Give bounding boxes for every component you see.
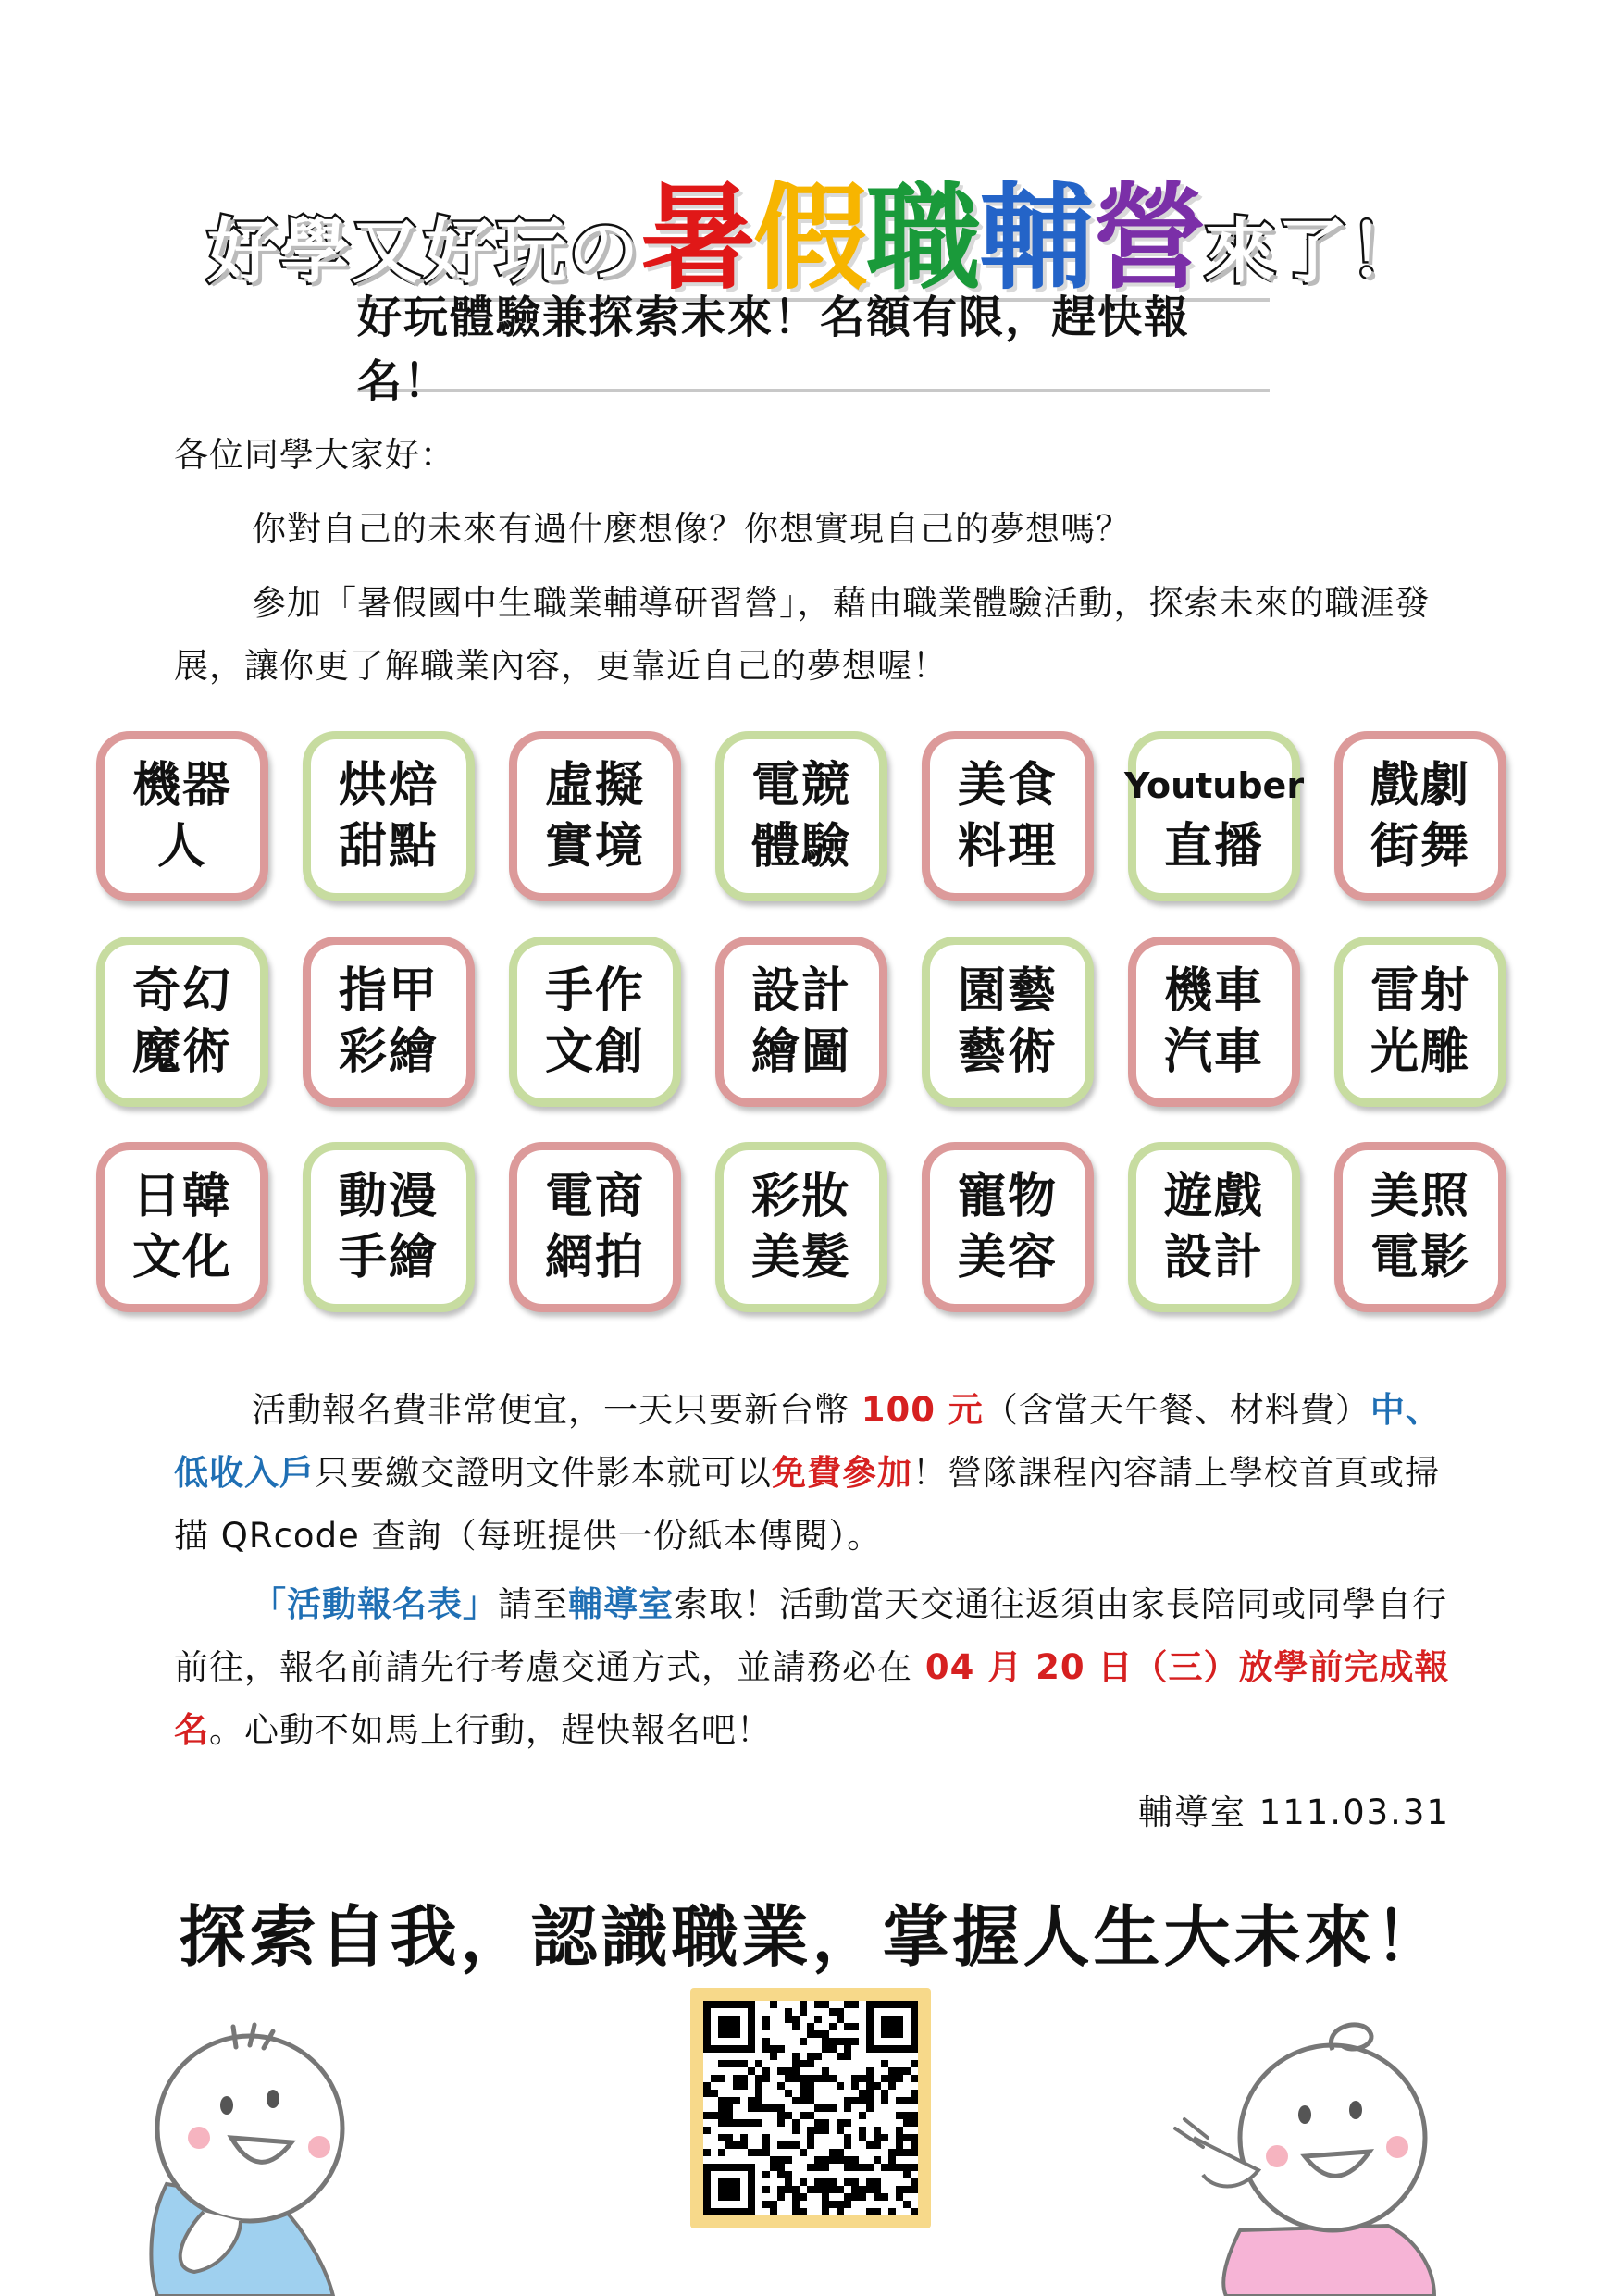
qr-code-frame (690, 1988, 931, 2228)
activity-line1: 寵物 (957, 1169, 1058, 1224)
title-char-3: 職 (865, 172, 979, 305)
activity-line1: 電商 (544, 1169, 645, 1224)
activity-line2: 繪圖 (750, 1024, 851, 1080)
activity-tile (509, 731, 681, 901)
activity-line2: 美容 (957, 1230, 1058, 1285)
subtitle-banner (357, 292, 1270, 407)
intro-paragraph-1: 你對自己的未來有過什麼想像？你想實現自己的夢想嗎？ (252, 509, 1131, 549)
activity-line1: 設計 (750, 963, 851, 1019)
deadline-label: 04 月 20 日（三）放學前完成報名 (174, 1647, 1450, 1750)
fee-text-4: ！營隊課程內容請上學校首頁或掃描 QRcode 查詢（每班提供一份紙本傳閱）。 (174, 1453, 1440, 1556)
activity-tile (509, 937, 681, 1107)
activity-line1: 園藝 (957, 963, 1058, 1019)
office-label: 輔導室 (568, 1584, 674, 1624)
activity-line2: 直播 (1163, 819, 1264, 875)
activity-tile (1123, 731, 1305, 901)
title-char-2: 假 (752, 172, 866, 305)
activity-line2: 魔術 (131, 1024, 232, 1080)
fee-text-1: 活動報名費非常便宜，一天只要新台幣 (252, 1390, 862, 1430)
activity-line2: 文化 (131, 1230, 232, 1285)
activity-line2: 實境 (544, 819, 645, 875)
activity-line1: 美照 (1370, 1169, 1470, 1224)
register-text-1: 請至 (498, 1584, 568, 1624)
title-char-5: 營 (1092, 172, 1206, 305)
activity-tile (715, 1142, 887, 1312)
activity-tile (96, 937, 268, 1107)
activity-line1: 手作 (544, 963, 645, 1019)
activity-line2: 手繪 (338, 1230, 439, 1285)
free-label: 免費參加 (772, 1453, 912, 1493)
activity-tile (96, 731, 268, 901)
activity-line2: 人 (156, 819, 207, 875)
activity-line2: 設計 (1163, 1230, 1264, 1285)
activity-line2: 彩繪 (338, 1024, 439, 1080)
fee-text-2: （含當天午餐、材料費） (983, 1390, 1370, 1430)
cartoon-boy-illustration (130, 1990, 407, 2296)
activity-line2: 文創 (544, 1024, 645, 1080)
low-income-label: 中、低收入戶 (174, 1390, 1441, 1493)
fee-text-3: 只要繳交證明文件影本就可以 (315, 1453, 772, 1493)
title-prefix: 好學又好玩の (206, 210, 640, 292)
activity-tile (715, 937, 887, 1107)
activity-line2: 網拍 (544, 1230, 645, 1285)
activity-tile (1334, 731, 1506, 901)
activity-line1: Youtuber (1123, 765, 1305, 806)
form-label: 「活動報名表」 (252, 1584, 498, 1624)
activity-tile (922, 937, 1094, 1107)
activity-tile (509, 1142, 681, 1312)
activity-line2: 料理 (957, 819, 1058, 875)
greeting: 各位同學大家好： (174, 435, 455, 475)
register-text-3: 。心動不如馬上行動，趕快報名吧！ (209, 1710, 772, 1750)
intro-paragraph-2: 參加「暑假國中生職業輔導研習營」，藉由職業體驗活動，探索未來的職涯發展，讓你更了解職業內容，更靠近自己的夢想喔！ (174, 583, 1431, 686)
slogan: 探索自我，認識職業，掌握人生大未來！ (179, 1898, 1445, 1976)
activity-line1: 電競 (750, 758, 851, 813)
activity-line1: 雷射 (1370, 963, 1470, 1019)
signature-date: 輔導室 111.03.31 (1137, 1793, 1450, 1832)
activity-tile (922, 731, 1094, 901)
activity-tile (1128, 937, 1300, 1107)
activity-line1: 戲劇 (1370, 758, 1470, 813)
register-text-2: 索取！活動當天交通往返須由家長陪同或同學自行前往，報名前請先行考慮交通方式，並請務必在 (174, 1584, 1447, 1687)
activity-line1: 日韓 (131, 1169, 232, 1224)
activity-line2: 體驗 (750, 819, 851, 875)
fee-paragraph (174, 1379, 1451, 1568)
activity-line2: 街舞 (1370, 819, 1470, 875)
poster-title (204, 157, 1425, 305)
title-suffix: 來了！ (1205, 210, 1422, 292)
activity-line1: 指甲 (338, 963, 439, 1019)
activity-line2: 藝術 (957, 1024, 1058, 1080)
activity-tile (303, 731, 475, 901)
activity-grid (96, 731, 1531, 1323)
activity-tile (96, 1142, 268, 1312)
activity-tile (1334, 937, 1506, 1107)
activity-line1: 遊戲 (1163, 1169, 1264, 1224)
activity-line1: 彩妝 (750, 1169, 851, 1224)
activity-tile (922, 1142, 1094, 1312)
activity-tile (1334, 1142, 1506, 1312)
activity-tile (715, 731, 887, 901)
activity-line1: 奇幻 (131, 963, 232, 1019)
activity-line1: 烘焙 (338, 758, 439, 813)
qr-code[interactable] (703, 2001, 918, 2215)
activity-line2: 光雕 (1370, 1024, 1470, 1080)
activity-line2: 汽車 (1163, 1024, 1264, 1080)
title-char-4: 輔 (979, 172, 1093, 305)
fee-amount: 100 元 (861, 1390, 984, 1430)
activity-tile (303, 937, 475, 1107)
activity-line1: 虛擬 (544, 758, 645, 813)
activity-line2: 甜點 (338, 819, 439, 875)
activity-line1: 美食 (957, 758, 1058, 813)
activity-line1: 機車 (1163, 963, 1264, 1019)
cartoon-girl-illustration (1157, 2008, 1462, 2296)
activity-line1: 動漫 (338, 1169, 439, 1224)
activity-tile (303, 1142, 475, 1312)
activity-line2: 美髮 (750, 1230, 851, 1285)
activity-tile (1128, 1142, 1300, 1312)
subtitle: 好玩體驗兼探索未來！名額有限，趕快報名！ (357, 292, 1191, 407)
activity-line2: 電影 (1370, 1230, 1470, 1285)
register-paragraph (174, 1573, 1451, 1762)
title-char-1: 暑 (639, 172, 753, 305)
activity-line1: 機器 (131, 758, 232, 813)
